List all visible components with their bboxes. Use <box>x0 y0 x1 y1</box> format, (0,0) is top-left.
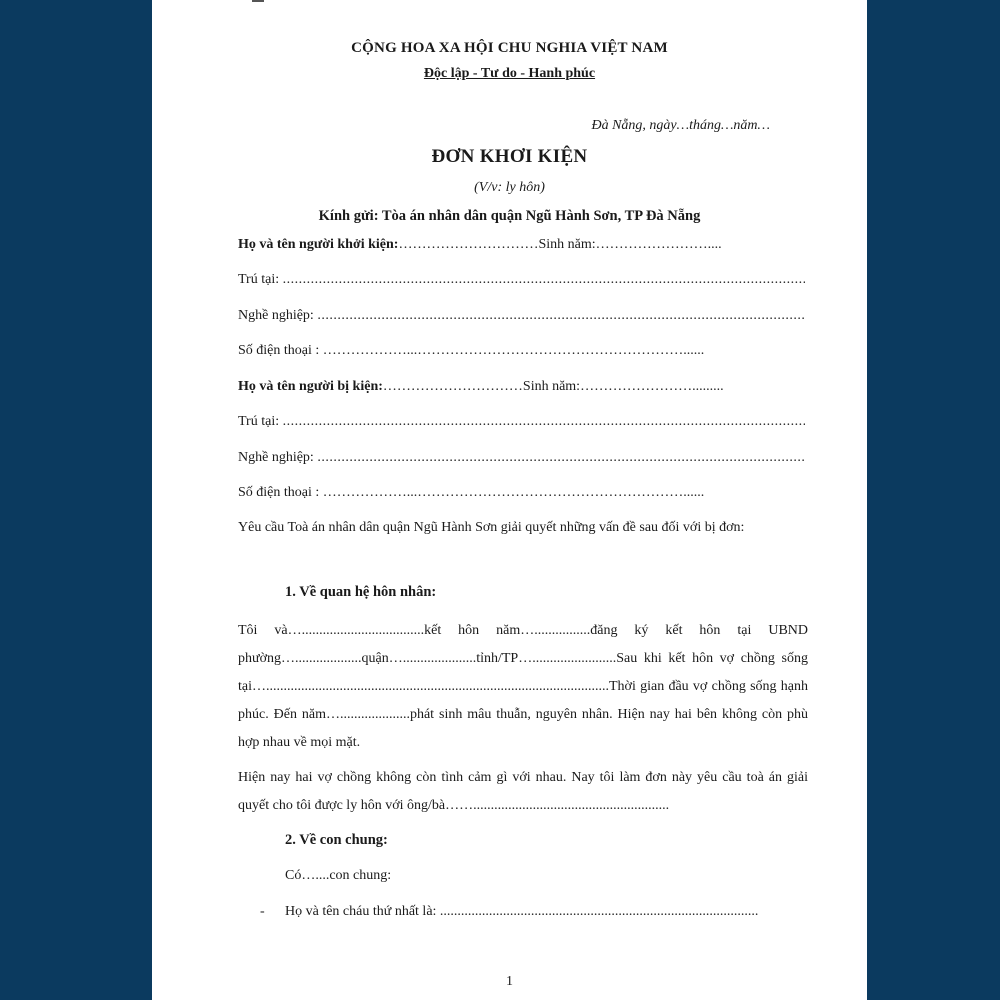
section1-paragraph-2: Hiện nay hai vợ chồng không còn tình cảm gì với nhau. Nay tôi làm đơn này yêu cầu toà án giải quyết cho tôi được ly hôn với ông/bà……........................................................ <box>238 770 808 813</box>
plaintiff-name-row <box>238 237 722 253</box>
plaintiff-name-label: Họ và tên người khởi kiện: <box>238 237 399 252</box>
defendant-birth-dots: ……………………......... <box>580 379 724 394</box>
addressee: Kính gửi: Tòa án nhân dân quận Ngũ Hành Sơn, TP Đà Nẵng <box>318 208 701 224</box>
date-line: Đà Nẵng, ngày…tháng…năm… <box>591 118 770 133</box>
defendant-phone-dots: ………………...…………………………………………………...... <box>322 485 705 500</box>
motto <box>152 66 867 82</box>
section1-heading: 1. Về quan hệ hôn nhân: <box>285 584 437 600</box>
plaintiff-phone-label: Số điện thoại : <box>238 343 320 358</box>
defendant-name-label: Họ và tên người bị kiện: <box>238 379 383 394</box>
motto-text: Độc lập - Tư do - Hanh phúc <box>423 66 596 81</box>
defendant-address-row <box>238 414 805 430</box>
defendant-job-row <box>238 450 805 466</box>
defendant-address-dots <box>283 414 805 428</box>
defendant-birth-label: Sinh năm: <box>522 379 581 394</box>
defendant-job-dots <box>317 450 805 464</box>
plaintiff-address-label: Trú tại: <box>238 272 280 287</box>
child1-name-row: Họ và tên cháu thứ nhất là: ........................................................................................... <box>285 904 759 919</box>
plaintiff-phone-dots: ………………...…………………………………………………...... <box>322 343 705 358</box>
page-corner-mark <box>252 0 264 2</box>
document-title: ĐƠN KHƠI KIỆN <box>431 146 588 167</box>
defendant-job-label: Nghề nghiệp: <box>238 450 314 465</box>
defendant-name-row <box>238 379 724 395</box>
plaintiff-job-row <box>238 308 805 324</box>
defendant-address-label: Trú tại: <box>238 414 280 429</box>
plaintiff-address-dots <box>283 272 805 286</box>
document-page <box>152 0 867 1000</box>
page-number: 1 <box>506 974 513 989</box>
section1-paragraph-1: Tôi và…...................................kết hôn năm…................đăng ký kết hôn tại UBND phường…...................quận….....................tỉnh/TP…........................Sau khi kết hôn vợ chồng sống tại…..................................................................................................Thời gian đầu vợ chồng sống hạnh phúc. Đến năm…....................phát sinh mâu thuẫn, nguyên nhân. Hiện nay hai bên không còn phù hợp nhau về mọi mặt. <box>238 623 808 750</box>
plaintiff-phone-row <box>238 343 704 359</box>
plaintiff-birth-label: Sinh năm: <box>538 237 596 252</box>
document-subject: (V/v: ly hôn) <box>474 180 545 195</box>
request-paragraph: Yêu cầu Toà án nhân dân quận Ngũ Hành Sơn giải quyết những vấn đề sau đối với bị đơn: <box>238 520 745 535</box>
section2-heading: 2. Về con chung: <box>285 832 388 848</box>
children-count: Có…....con chung: <box>285 868 392 883</box>
plaintiff-job-dots <box>317 308 805 322</box>
plaintiff-name-dots: ………………………… <box>398 237 539 252</box>
child1-bullet: - <box>260 904 265 919</box>
national-header: CỘNG HOA XA HỘI CHU NGHIA VIỆT NAM <box>351 40 668 56</box>
plaintiff-job-label: Nghề nghiệp: <box>238 308 314 323</box>
plaintiff-address-row <box>238 272 805 288</box>
plaintiff-birth-dots: …………………….... <box>595 237 722 252</box>
defendant-name-dots: ………………………… <box>382 379 523 394</box>
defendant-phone-row <box>238 485 704 501</box>
defendant-phone-label: Số điện thoại : <box>238 485 320 500</box>
